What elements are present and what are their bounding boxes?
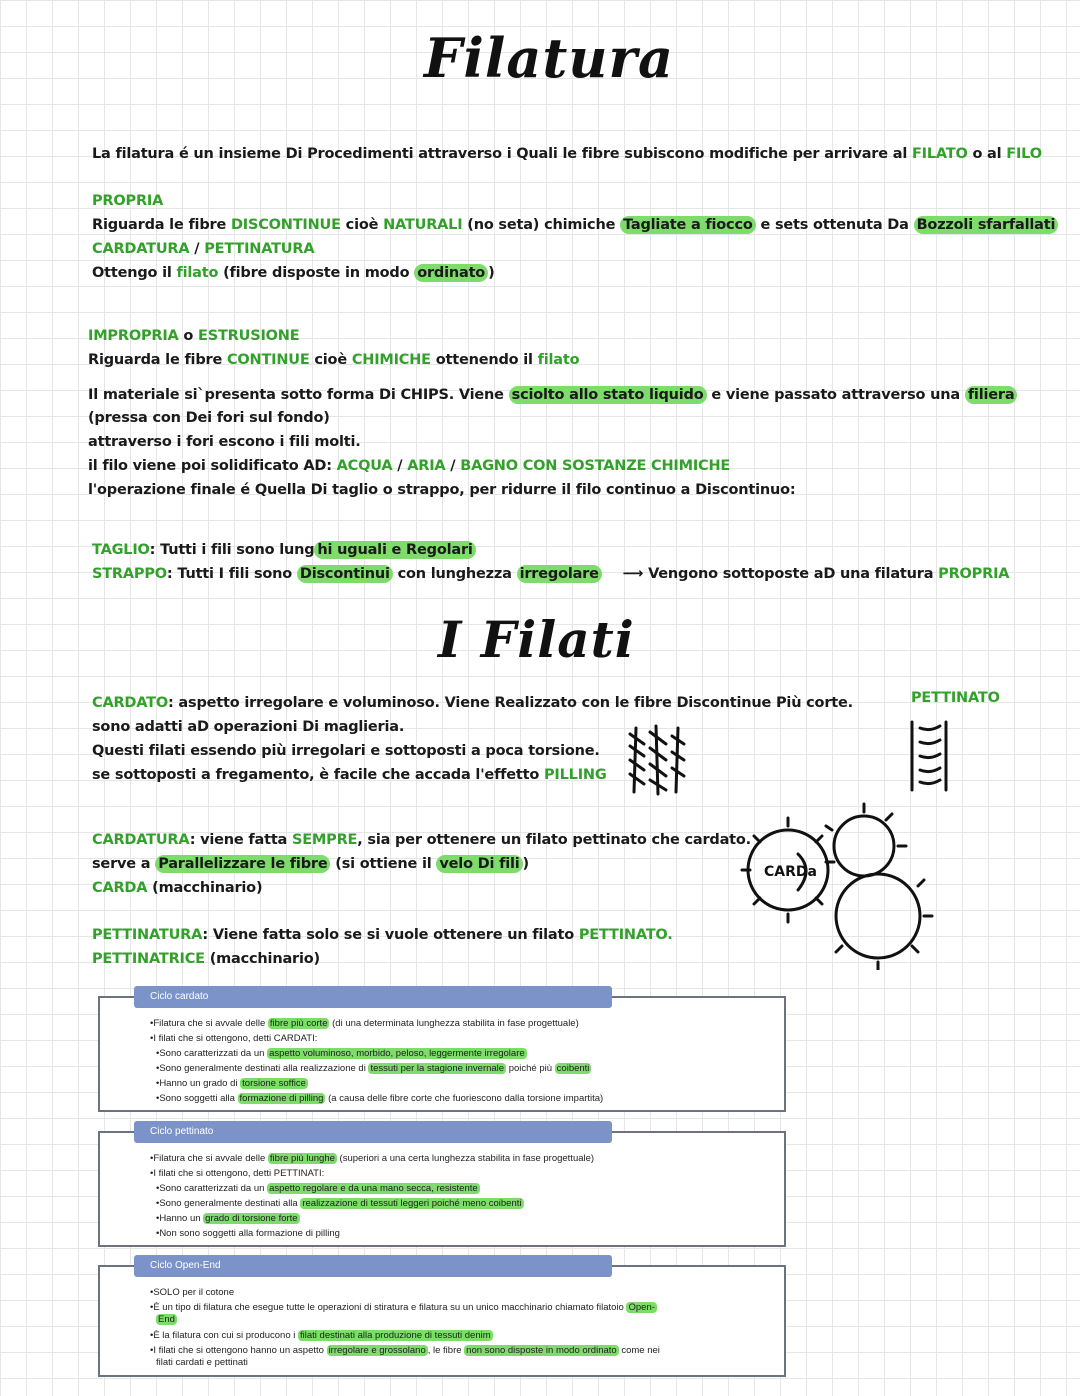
list-item: •Filatura che si avvale delle fibre più lunghe (superiori a una certa lunghezza stabilita in fase progettuale) [150,1153,595,1164]
list-item: •Sono caratterizzati da un aspetto regolare e da una mano secca, resistente [156,1183,478,1194]
ciclo-cardato-box [98,991,786,1112]
pettinato-fiber-sketch [906,718,952,794]
pettinatura-line-1: PETTINATURA: Viene fatta solo se si vuole ottenere un filato PETTINATO. [92,927,673,943]
impropria-para-3: attraverso i fori escono i fili molti. [88,434,361,450]
impropria-para-4: il filo viene poi solidificato AD: ACQUA / ARIA / BAGNO CON SOSTANZE CHIMICHE [88,458,731,474]
list-item: •Non sono soggetti alla formazione di pilling [156,1228,340,1239]
ciclo-open-end-header: Ciclo Open-End [134,1255,612,1277]
pettinatura-line-2: PETTINATRICE (macchinario) [92,951,320,967]
cardato-fiber-sketch [626,722,688,798]
list-item: •Sono caratterizzati da un aspetto voluminoso, morbido, peloso, leggermente irregolare [156,1048,525,1059]
propria-heading: PROPRIA [92,193,164,209]
intro-line: La filatura é un insieme Di Procedimenti attraverso i Quali le fibre subiscono modifiche per arrivare al FILATO o al FILO [92,146,1042,162]
impropria-line-1: Riguarda le fibre CONTINUE cioè CHIMICHE ottenendo il filato [88,352,580,368]
taglio-line: TAGLIO: Tutti i fili sono lung hi uguali e Regolari [92,541,476,559]
impropria-heading: IMPROPRIA o ESTRUSIONE [88,328,300,344]
impropria-para-2: (pressa con Dei fori sul fondo) [88,410,330,426]
list-item: •Hanno un grado di torsione forte [156,1213,298,1224]
strappo-line: STRAPPO: Tutti I fili sono Discontinui con lunghezza irregolare ⟶ Vengono sottoposte aD una filatura PROPRIA [92,566,1010,582]
list-item: filati cardati e pettinati [156,1357,248,1368]
section-title-filati: I Filati [438,610,635,669]
carda-label: CARDa [764,864,817,880]
cardato-line-4: se sottoposti a fregamento, è facile che accada l'effetto PILLING [92,767,607,783]
propria-line-2: CARDATURA / PETTINATURA [92,241,315,257]
list-item: •I filati che si ottengono, detti CARDATI: [150,1033,318,1044]
list-item: •Filatura che si avvale delle fibre più corte (di una determinata lunghezza stabilita in fase progettuale) [150,1018,579,1029]
impropria-para-5: l'operazione finale é Quella Di taglio o strappo, per ridurre il filo continuo a Discontinuo: [88,482,796,498]
ciclo-cardato-header: Ciclo cardato [134,986,612,1008]
pettinato-label: PETTINATO [911,690,1000,706]
ciclo-pettinato-box [98,1126,786,1247]
list-item: •Sono generalmente destinati alla realizzazione di tessuti per la stagione invernale poiché più coibenti [156,1063,590,1074]
cardato-line-3: Questi filati essendo più irregolari e sottoposti a poca torsione. [92,743,600,759]
cardatura-line-1: CARDATURA: viene fatta SEMPRE, sia per ottenere un filato pettinato che cardato. [92,832,751,848]
list-item: •I filati che si ottengono hanno un aspetto irregolare e grossolano , le fibre non sono disposte in modo ordinato come nei [150,1345,660,1356]
cardato-line-1: CARDATO: aspetto irregolare e voluminoso. Viene Realizzato con le fibre Discontinue Più corte. [92,695,853,711]
list-item: •Sono soggetti alla formazione di pilling (a causa delle fibre corte che fuoriescono dalla torsione impartita) [156,1093,604,1104]
carda-machine-sketch [736,800,936,970]
list-item: •SOLO per il cotone [150,1287,235,1298]
cardatura-line-2: serve a Parallelizzare le fibre (si ottiene il velo Di fili ) [92,856,529,872]
ciclo-open-end-box [98,1260,786,1377]
cardato-line-2: sono adatti aD operazioni Di maglieria. [92,719,405,735]
cardatura-line-3: CARDA (macchinario) [92,880,263,896]
propria-line-3: Ottengo il filato (fibre disposte in modo ordinato ) [92,265,495,281]
arrow-icon: ⟶ [622,566,644,582]
list-item: •I filati che si ottengono, detti PETTINATI: [150,1168,325,1179]
propria-line-1: Riguarda le fibre DISCONTINUE cioè NATURALI (no seta) chimiche Tagliate a fiocco e sets ottenuta Da Bozzoli sfarfallati [92,216,1058,234]
list-item: •Sono generalmente destinati alla realizzazione di tessuti leggeri poiché meno coibenti [156,1198,522,1209]
list-item: End [158,1314,175,1325]
list-item: •È la filatura con cui si producono i filati destinati alla produzione di tessuti denim [150,1330,491,1341]
page-title: Filatura [424,26,674,90]
list-item: •Hanno un grado di torsione soffice [156,1078,306,1089]
list-item: •È un tipo di filatura che esegue tutte le operazioni di stiratura e filatura su un unico macchinario chiamato filatoio Open- [150,1302,655,1313]
impropria-para-1: Il materiale si`presenta sotto forma Di CHIPS. Viene sciolto allo stato liquido e viene passato attraverso una filiera [88,386,1017,404]
ciclo-pettinato-header: Ciclo pettinato [134,1121,612,1143]
